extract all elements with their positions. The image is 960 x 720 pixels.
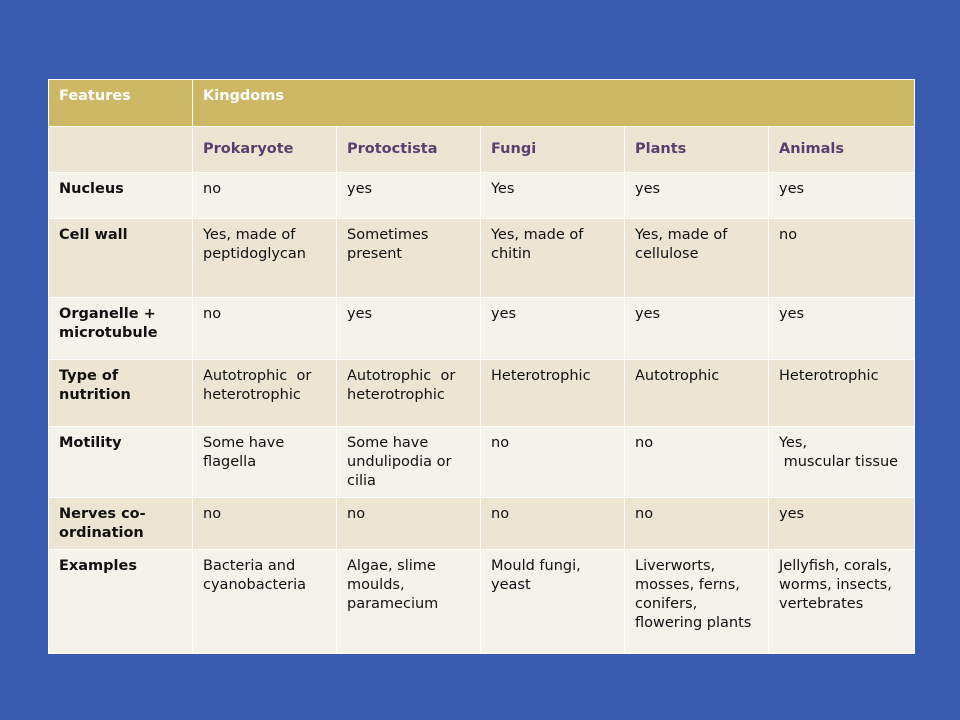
table-cell: Algae, slime moulds, paramecium — [337, 550, 481, 654]
table-cell: no — [625, 427, 769, 498]
table-cell: no — [193, 173, 337, 219]
table-cell: Liverworts, mosses, ferns, conifers, flowering plants — [625, 550, 769, 654]
table-cell: Yes, made of chitin — [481, 219, 625, 298]
table-cell: Jellyfish, corals, worms, insects, vertebrates — [769, 550, 915, 654]
kingdom-names-row — [49, 127, 915, 173]
table-cell: yes — [481, 298, 625, 360]
table-cell: yes — [769, 173, 915, 219]
feature-label: Motility — [49, 427, 193, 498]
table-cell: no — [481, 498, 625, 550]
feature-label: Examples — [49, 550, 193, 654]
table-cell: Yes — [481, 173, 625, 219]
feature-label: Nucleus — [49, 173, 193, 219]
table-cell: Some have flagella — [193, 427, 337, 498]
table-cell: no — [625, 498, 769, 550]
table-cell: Yes, made of peptidoglycan — [193, 219, 337, 298]
table-cell: Some have undulipodia or cilia — [337, 427, 481, 498]
table-cell: no — [193, 498, 337, 550]
table-row-motility — [49, 427, 915, 498]
table-cell: Mould fungi, yeast — [481, 550, 625, 654]
table-row-examples — [49, 550, 915, 654]
feature-label: Organelle + microtubule — [49, 298, 193, 360]
kingdom-header-prokaryote: Prokaryote — [193, 127, 337, 173]
feature-label: Cell wall — [49, 219, 193, 298]
kingdoms-comparison-table — [48, 79, 915, 654]
table-cell: Sometimes present — [337, 219, 481, 298]
kingdoms-header-cell: Kingdoms — [193, 80, 915, 127]
table-cell: no — [481, 427, 625, 498]
kingdom-header-protoctista: Protoctista — [337, 127, 481, 173]
table-cell: yes — [625, 298, 769, 360]
kingdom-header-plants: Plants — [625, 127, 769, 173]
table-cell: Autotrophic or heterotrophic — [193, 360, 337, 427]
table-row-nutrition — [49, 360, 915, 427]
table-cell: yes — [337, 298, 481, 360]
table-cell: Autotrophic or heterotrophic — [337, 360, 481, 427]
kingdom-header-animals: Animals — [769, 127, 915, 173]
table-cell: Bacteria and cyanobacteria — [193, 550, 337, 654]
table-cell: yes — [769, 498, 915, 550]
table-cell: no — [769, 219, 915, 298]
table-cell: Yes, made of cellulose — [625, 219, 769, 298]
table-cell: no — [193, 298, 337, 360]
table-header-row — [49, 80, 915, 127]
table-row-cell-wall — [49, 219, 915, 298]
table-cell: Heterotrophic — [481, 360, 625, 427]
kingdom-header-fungi: Fungi — [481, 127, 625, 173]
table-cell: yes — [769, 298, 915, 360]
table-cell: yes — [337, 173, 481, 219]
feature-label: Type of nutrition — [49, 360, 193, 427]
table-cell: Heterotrophic — [769, 360, 915, 427]
table-cell: Autotrophic — [625, 360, 769, 427]
table-row-nerves — [49, 498, 915, 550]
table-cell: Yes, muscular tissue — [769, 427, 915, 498]
table-row-organelle — [49, 298, 915, 360]
table-cell: yes — [625, 173, 769, 219]
feature-label: Nerves co-ordination — [49, 498, 193, 550]
table-cell: no — [337, 498, 481, 550]
table-row-nucleus — [49, 173, 915, 219]
features-header-cell: Features — [49, 80, 193, 127]
empty-corner-cell — [49, 127, 193, 173]
